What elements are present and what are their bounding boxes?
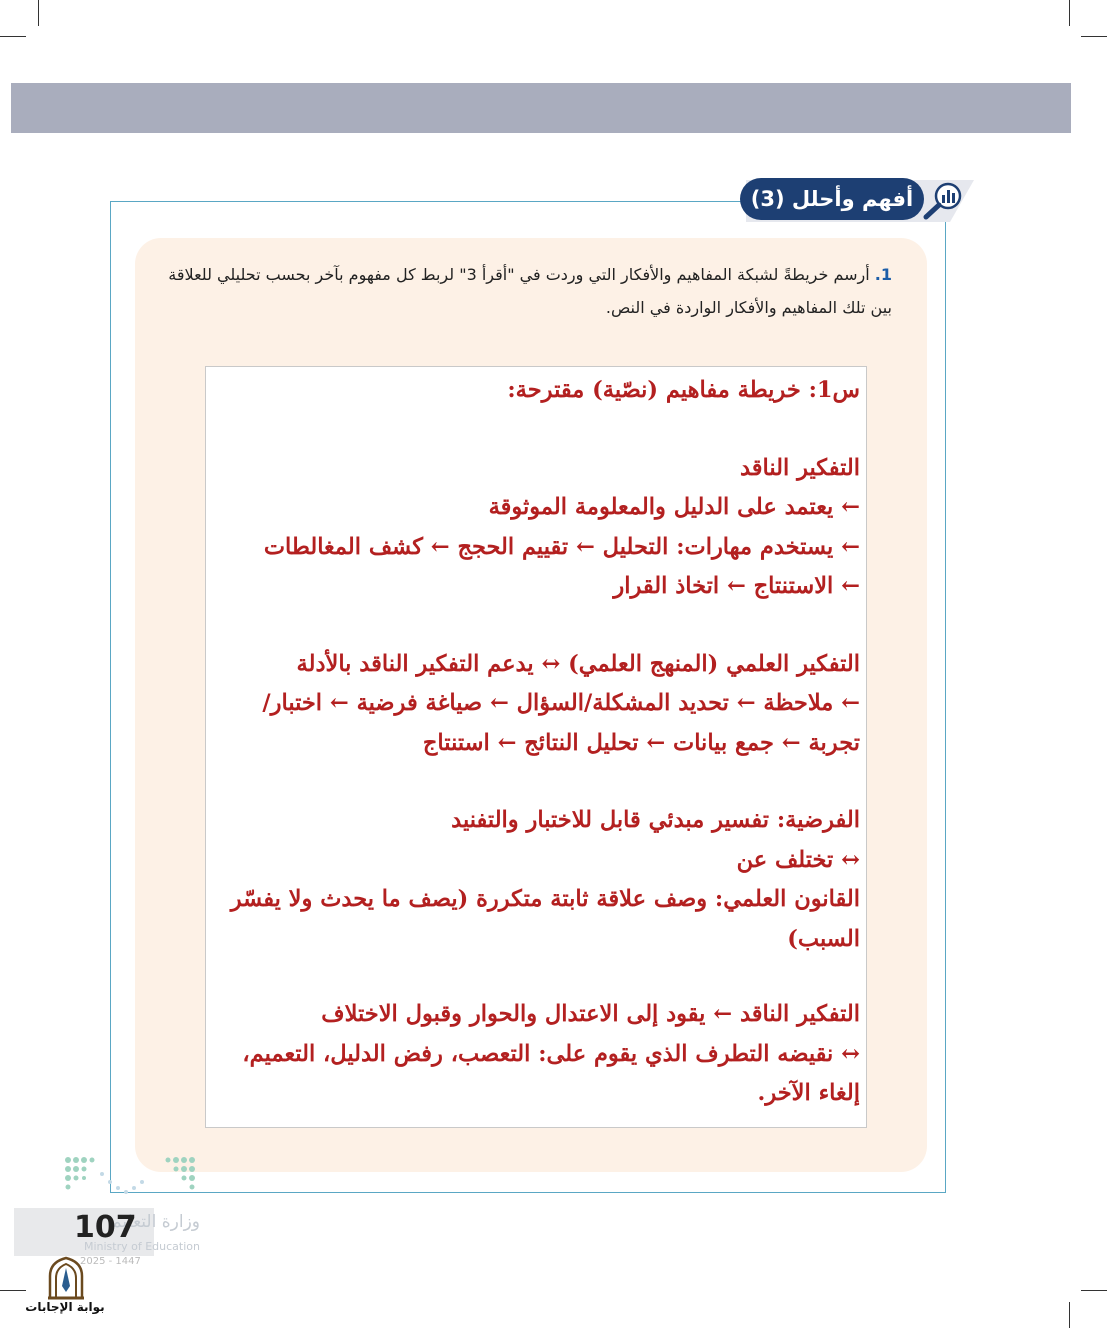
ministry-name-en: Ministry of Education — [83, 1240, 200, 1253]
answer-line: التفكير العلمي (المنهج العلمي) ↔ يدعم التفكير الناقد بالأدلة — [296, 650, 860, 677]
answer-title: س1: خريطة مفاهيم (نصّية) مقترحة: — [507, 377, 860, 403]
answer-line: ← ملاحظة ← تحديد المشكلة/السؤال ← صياغة فرضية ← اختبار/ — [262, 690, 860, 716]
instruction-text: أرسم خريطةً لشبكة المفاهيم والأفكار التي وردت في "أقرأ 3" لربط كل مفهوم بآخر بحسب تحليلي للعلاقة بين تلك المفاهيم والأفكار الواردة في النص. — [168, 265, 892, 317]
answer-line: ↔ نقيضه التطرف الذي يقوم على: التعصب، رفض الدليل، التعميم، — [242, 1040, 860, 1067]
crop-mark — [1069, 0, 1070, 26]
section-title-text: أفهم وأحلل (3) — [750, 187, 914, 211]
edition-year: 2025 - 1447 — [80, 1256, 141, 1267]
answer-line: التفكير الناقد ← يقود إلى الاعتدال والحوار وقبول الاختلاف — [321, 1001, 860, 1027]
instruction — [150, 258, 892, 324]
page-number: 107 — [74, 1210, 137, 1245]
answer-line: ← الاستنتاج ← اتخاذ القرار — [613, 573, 860, 599]
crop-mark — [0, 1290, 26, 1291]
answer-line: ← يعتمد على الدليل والمعلومة الموثوقة — [488, 494, 860, 520]
answer-line: تجربة ← جمع بيانات ← تحليل النتائج ← استنتاج — [422, 729, 860, 756]
answer-line: الفرضية: تفسير مبدئي قابل للاختبار والتفنيد — [451, 807, 860, 833]
crop-mark — [1081, 36, 1107, 37]
answer-line: ← يستخدم مهارات: التحليل ← تقييم الحجج ← كشف المغالطات — [263, 533, 860, 560]
answer-line: القانون العلمي: وصف علاقة ثابتة متكررة (يصف ما يحدث ولا يفسّر — [230, 886, 860, 912]
crop-mark — [0, 36, 26, 37]
answer-line: إلغاء الآخر. — [757, 1080, 860, 1106]
magnifier-chart-icon — [918, 178, 968, 220]
top-band — [11, 83, 1071, 133]
crop-mark — [38, 0, 39, 26]
instruction-number: 1. — [874, 265, 892, 284]
answer-line: التفكير الناقد — [739, 454, 860, 481]
answer-line: ↔ تختلف عن — [736, 846, 860, 873]
site-logo-icon — [44, 1256, 88, 1300]
answer-box — [205, 366, 867, 1128]
section-title — [740, 178, 924, 220]
site-label: بوابة الإجابات — [25, 1300, 105, 1314]
ministry-logo-dots — [62, 1154, 198, 1196]
answer-line: السبب) — [787, 925, 860, 952]
crop-mark — [1069, 1302, 1070, 1328]
ministry-name-ar: وزارة التعليم — [111, 1212, 200, 1232]
crop-mark — [1081, 1290, 1107, 1291]
